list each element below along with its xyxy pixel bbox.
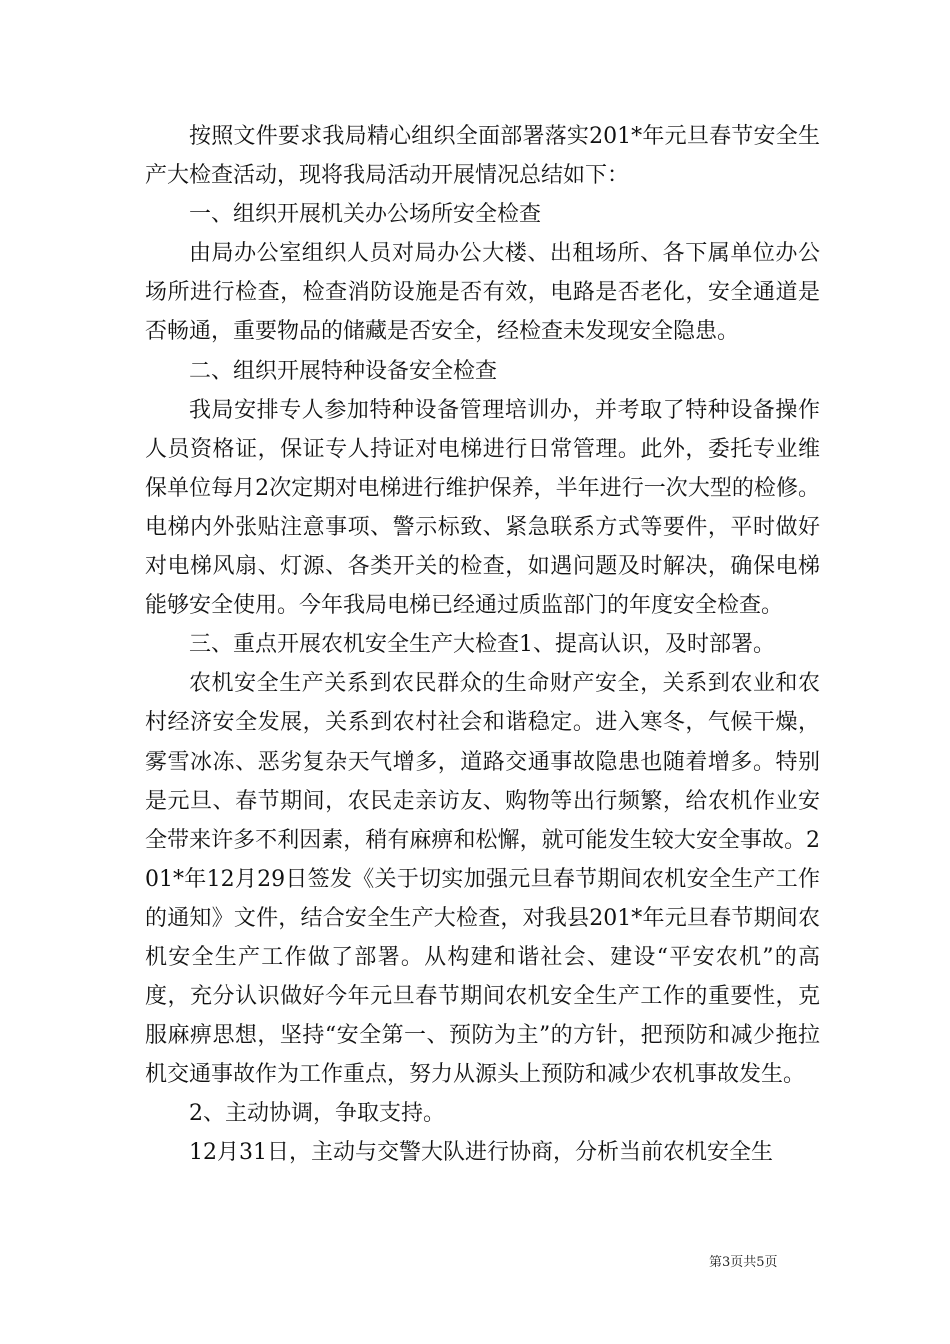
- office-safety-paragraph: 由局办公室组织人员对局办公大楼、出租场所、各下属单位办公场所进行检查，检查消防设施是否有效，电路是否老化，安全通道是否畅通，重要物品的储藏是否安全，经检查未发现安全隐患。: [145, 241, 820, 345]
- section-heading-office-safety: 一、组织开展机关办公场所安全检查: [189, 202, 542, 228]
- section-heading-special-equipment: 二、组织开展特种设备安全检查: [189, 358, 498, 384]
- coordination-paragraph: 12月31日，主动与交警大队进行协商，分析当前农机安全生: [189, 1140, 773, 1166]
- intro-paragraph: 按照文件要求我局精心组织全面部署落实201*年元旦春节安全生产大检查活动，现将我局活动开展情况总结如下：: [145, 124, 820, 189]
- farm-machinery-paragraph: 农机安全生产关系到农民群众的生命财产安全，关系到农业和农村经济安全发展，关系到农村社会和谐稳定。进入寒冬，气候干燥，雾雪冰冻、恶劣复杂天气增多，道路交通事故隐患也随着增多。特别是元旦、春节期间，农民走亲访友、购物等出行频繁，给农机作业安全带来许多不利因素，稍有麻痹和松懈，就可能发生较大安全事故。201*年12月29日签发《关于切实加强元旦春节期间农机安全生产工作的通知》文件，结合安全生产大检查，对我县201*年元旦春节期间农机安全生产工作做了部署。从构建和谐社会、建设“平安农机”的高度，充分认识做好今年元旦春节期间农机安全生产工作的重要性，克服麻痹思想，坚持“安全第一、预防为主”的方针，把预防和减少拖拉机交通事故作为工作重点，努力从源头上预防和减少农机事故发生。: [145, 671, 820, 1088]
- special-equipment-paragraph: 我局安排专人参加特种设备管理培训办，并考取了特种设备操作人员资格证，保证专人持证对电梯进行日常管理。此外，委托专业维保单位每月2次定期对电梯进行维护保养，半年进行一次大型的检修。电梯内外张贴注意事项、警示标致、紧急联系方式等要件，平时做好对电梯风扇、灯源、各类开关的检查，如遇问题及时解决，确保电梯能够安全使用。今年我局电梯已经通过质监部门的年度安全检查。: [145, 397, 820, 619]
- section-heading-farm-machinery: 三、重点开展农机安全生产大检查1、提高认识，及时部署。: [189, 632, 775, 658]
- subheading-coordination: 2、主动协调，争取支持。: [189, 1101, 445, 1127]
- page-number: 第3页共5页: [709, 1255, 778, 1270]
- document-body: [145, 117, 820, 1173]
